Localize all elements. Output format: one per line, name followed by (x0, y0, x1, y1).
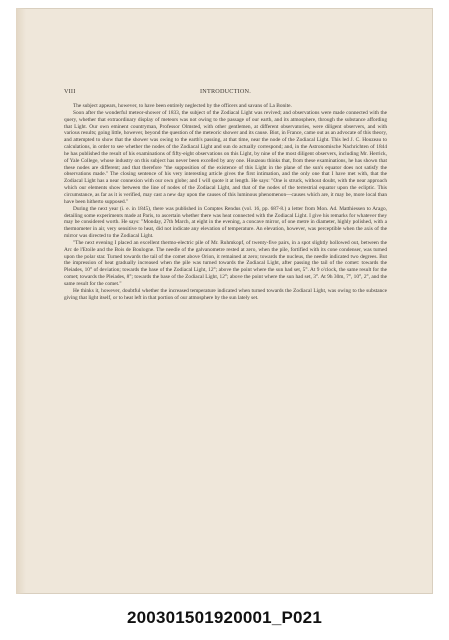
page-number: VIII (64, 88, 76, 95)
book-page (16, 8, 433, 594)
paragraph: Soon after the wonderful meteor-shower of 1833, the subject of the Zodiacal Light was revived; and observations were made connected with the query, whether that extraordinary display of meteors was not owing to the passage of our earth, and its atmosphere, through the substance affording that Light. Our own eminent countryman, Professor Olmsted, with other gentlemen, at different observatories, were diligent observers, and with various results; going little, however, beyond the question of the meteoric shower and its cause. Biot, in France, came out as an advocate of this theory, and attempted to show that the shower was owing to the earth's passing, at that time, near the node of the Zodiacal Light. This led J. C. Houzeau to calculations, in order to see whether the nodes of the Zodiacal Light and sun do actually correspond; and, in the Astronomische Nachrichten of 1844 he has published the result of his examinations of fifty-eight observations on this Light, by nine of the most diligent observers, including Mr. Herrick, of Yale College, whose industry on this subject has never been excelled by any one. Houzeau thinks that, from these examinations, he has shown that these nodes are different; and that therefore "the supposition of the existence of this Light in the plane of the sun's equator does not satisfy the observations made." The closing sentence of his very interesting article gives the first intimation, and the only one that I have met with, that the Zodiacal Light has a near connexion with our own globe; and I will quote it at length. He says: "One is struck, without doubt, with the near approach which our elements show between the line of nodes of the Zodiacal Light, and that of the nodes of the terrestrial equator upon the ecliptic. This circumstance, as far as it is verified, may cast a new day upon the causes of this luminous phenomenon—causes which are, it may be, more local than have been hitherto supposed." (64, 109, 387, 205)
running-title: INTRODUCTION. (200, 88, 251, 95)
paragraph: "The next evening I placed an excellent thermo-electric pile of Mr. Ruhmkopf, of twenty-five pairs, in a spot slightly hollowed out, between the Arc de l'Etoile and the Bois de Boulogne. The needle of the galvanometre rested at zero, when the pile, fortified with its cone condenser, was turned upon the polar star. Turned towards the tail of the comet above Orion, it remained at zero; towards the nucleus, the needle indicated two degrees. But the impression of heat gradually increased when the pile was turned towards the Zodiacal Light, after passing the tail of the comet: towards the Pleiades, 10° of deviation; towards the base of the Zodiacal Light, 12°; above the point where the sun had set, 5°. At 9 o'clock, the same result for the comet; towards the Pleiades, 8°; towards the base of the Zodiacal Light, 12°; above the point where the sun had set, 3°. At 9h 30m, 7°, 10°, 2°, and the same result for the comet." (64, 239, 387, 287)
paragraph: The subject appears, however, to have been entirely neglected by the officers and savans of La Bonite. (73, 103, 292, 109)
paragraph: He thinks it, however, doubtful whether the increased temperature indicated when turned towards the Zodiacal Light, was owing to the substance giving that light itself, or to heat left in that portion of our atmosphere by the sun lately set. (64, 287, 387, 301)
image-id-caption: 200301501920001_P021 (127, 608, 322, 627)
page-body (64, 103, 387, 573)
paragraph: During the next year (i. e. in 1845), there was published in Comptes Rendus (vol. 16, pp. 687-8.) a letter from Mon. Ad. Matthiessen to Arago, detailing some experiments made at Paris, to ascertain whether there was heat connected with the Zodiacal Light. I give his remarks for whatever they may be considered worth. He says: "Monday, 27th March, at eight in the evening, a concave mirror, of one metre in diameter, highly polished, with a thermometer in air, very sensitive to heat, did not indicate any elevation of temperature. An elevation, however, was perceptible when the axis of the mirror was directed to the Zodiacal Light. (64, 205, 387, 240)
page-header (64, 88, 387, 97)
